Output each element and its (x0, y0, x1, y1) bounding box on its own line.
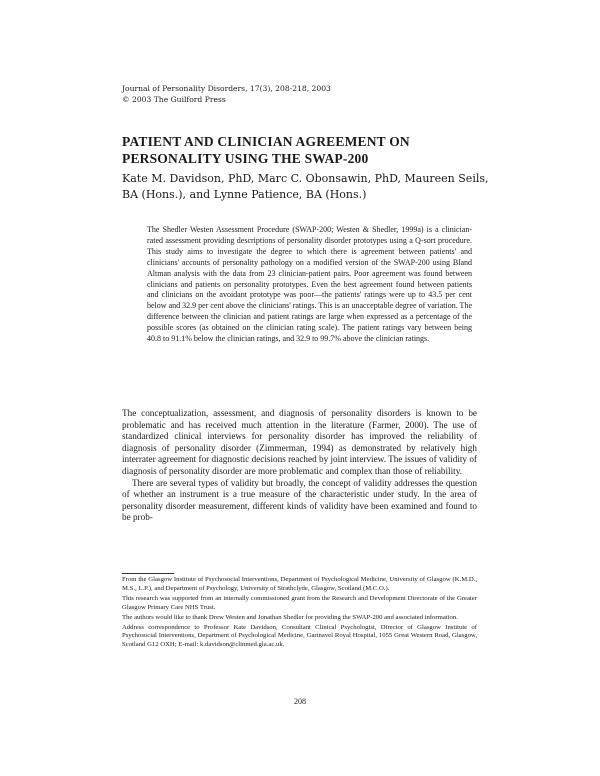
article-authors: Kate M. Davidson, PhD, Marc C. Obonsawin, PhD, Maureen Seils, BA (Hons.), and Lynne Patience, BA (Hons.) (122, 172, 489, 201)
page-number: 208 (294, 697, 306, 706)
journal-copyright: © 2003 The Guilford Press (122, 95, 226, 104)
footnote-funding: This research was supported from an internally commissioned grant from the Research and Development Directorate of the Greater Glasgow Primary Care NHS Trust. (122, 594, 477, 611)
journal-citation: Journal of Personality Disorders, 17(3), 208-218, 2003 (122, 84, 331, 93)
footnote-correspondence: Address correspondence to Professor Kate Davidson, Consultant Clinical Psychologist, Director of Glasgow Institute of Psychosocial Interventions, Department of Psychological Medicine, Gartnavel Royal Hospital, 1055 Great Western Road, Glasgow, Scotland G12 OXH; E-mail: k.davidson@clinmed.gla.ac.uk. (122, 623, 477, 649)
footnotes (122, 576, 477, 651)
abstract: The Shedler Westen Assessment Procedure (SWAP-200; Westen & Shedler, 1999a) is a clinician-rated assessment providing descriptions of personality disorder prototypes using a Q-sort procedure. This study aims to investigate the degree to which there is agreement between patients' and clinicians' accounts of personality pathology on a modified version of the SWAP-200 using Bland Altman analysis with the data from 23 clinician-patient pairs. Poor agreement was found between clinicians and patients on personality prototypes. Even the best agreement found between patients and clinicians on the avoidant prototype was poor—the patients' ratings were up to 43.5 per cent below and 32.9 per cent above the clinicians' ratings. This is an unacceptable degree of variation. The difference between the clinician and patient ratings are large when expressed as a percentage of the possible scores (as obtained on the clinician rating scale). The patient ratings vary between being 40.8 to 91.1% below the clinician ratings, and 32.9 to 99.7% above the clinician ratings. (147, 225, 472, 344)
journal-header (122, 83, 331, 105)
footnote-affiliation: From the Glasgow Institute of Psychosocial Interventions, Department of Psychological Medicine, University of Glasgow (K.M.D., M.S., L.P.), and Department of Psychology, University of Strathclyde, Glasgow, Scotland (M.C.O.). (122, 576, 477, 592)
body-text (122, 408, 477, 524)
body-paragraph: The conceptualization, assessment, and diagnosis of personality disorders is known to be problematic and has received much attention in the literature (Farmer, 2000). The use of standardized clinical interviews for personality disorder has improved the reliability of diagnosis of personality disorder (Zimmerman, 1994) as demonstrated by relatively high interrater agreement for diagnostic decisions reached by joint interview. The issues of validity of diagnosis of personality disorder are more problematic and complex than those of reliability. (122, 408, 477, 476)
footnote-divider (122, 573, 174, 574)
article-title: PATIENT AND CLINICIAN AGREEMENT ON PERSONALITY USING THE SWAP-200 (122, 134, 410, 166)
footnote-acknowledgment: The authors would like to thank Drew Westen and Jonathan Shedler for providing the SWAP-200 and associated information. (122, 613, 458, 621)
body-paragraph: There are several types of validity but broadly, the concept of validity addresses the question of whether an instrument is a true measure of the characteristic under study. In the area of personality disorder measurement, different kinds of validity have been examined and found to be prob- (122, 477, 477, 523)
